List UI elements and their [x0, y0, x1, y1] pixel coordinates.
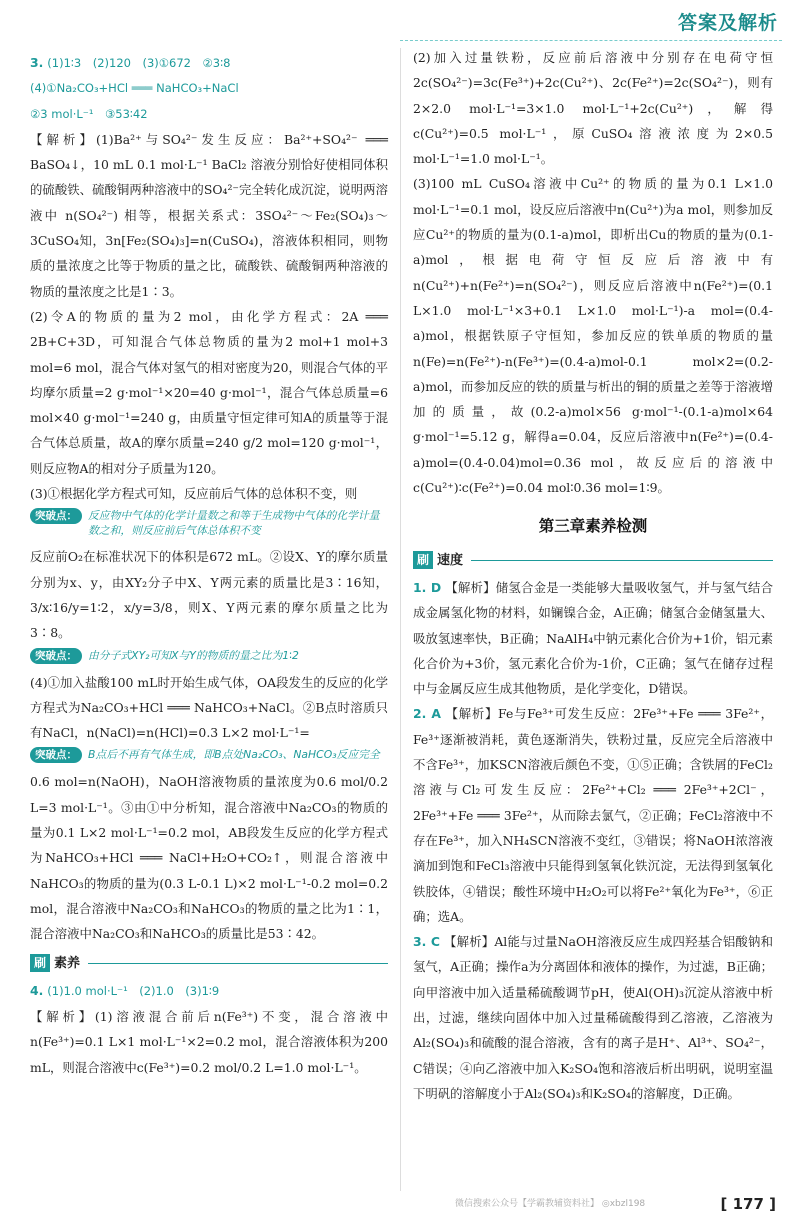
breakthrough-icon: 突破点： [30, 648, 82, 664]
left-column [30, 50, 388, 1080]
section-rule [471, 560, 773, 561]
q3-answer-line-3: ②3 mol·L⁻¹ ③53∶42 [30, 106, 148, 121]
section-title: 素养 [54, 955, 81, 971]
section-badge: 刷 [413, 551, 433, 569]
q2-item: 2. A 【解析】Fe与Fe³⁺可发生反应：2Fe³⁺+Fe ═══ 3Fe²⁺，Fe³⁺逐渐被消耗，黄色逐渐消失，铁粉过量，反应完全后溶液中不含Fe³⁺，加KSCN溶液后颜色不变，①⑤正确；含铁屑的FeCl₂溶液与Cl₂可发生反应：2Fe²⁺+Cl₂ ═══ 2Fe³⁺+2Cl⁻，2Fe³⁺+Fe ═══ 3Fe²⁺，从而除去氯气，②正确；FeCl₂溶液中不存在Fe³⁺，加入NH₄SCN溶液不变红，③错误；将NaOH浓溶液滴加到饱和FeCl₃溶液中只能得到氢氧化铁沉淀，无法得到氢氧化铁胶体，④错误；酸性环境中H₂O₂可以将Fe²⁺氧化为Fe³⁺，⑥正确；选A。 [413, 706, 773, 924]
tip-box-2 [30, 648, 388, 664]
q1-item: 1. D 【解析】储氢合金是一类能够大量吸收氢气，并与氢气结合成金属氢化物的材料，如镧镍合金，A正确；储氢合金储氢量大、吸放氢速率快，B正确；NaAlH₄中钠元素化合价为+1价，铝元素化合价为+3价，氢元素化合价为-1价，C正确；氢气在储存过程中与金属反应生成其他物质，是化学变化，D错误。 [413, 579, 773, 697]
q4-analysis-1: 【解析】(1)溶液混合前后n(Fe³⁺)不变，混合溶液中n(Fe³⁺)=0.1 L×1 mol·L⁻¹×2=0.2 mol，混合溶液体积为200 mL，则混合溶液中c(Fe³⁺)=0.2 mol/0.2 L=1.0 mol·L⁻¹。 [30, 1009, 388, 1075]
column-divider [400, 48, 401, 1191]
section-rule [88, 963, 388, 964]
q3-analysis-6: 0.6 mol=n(NaOH)，NaOH溶液物质的量浓度为0.6 mol/0.2 L=3 mol·L⁻¹。③由①中分析知，混合溶液中Na₂CO₃的物质的量为0.1 L×2 mol·L⁻¹=0.2 mol，AB段发生反应的化学方程式为NaHCO₃+HCl ═══ NaCl+H₂O+CO₂↑，则混合溶液中NaHCO₃的物质的量为(0.3 L-0.1 L)×2 mol·L⁻¹-0.2 mol=0.2 mol，混合溶液中Na₂CO₃和NaHCO₃的物质的量之比为1∶1，混合溶液中Na₂CO₃和NaHCO₃的质量比是53∶42。 [30, 774, 388, 942]
tip-box-1 [30, 508, 388, 538]
q3-item: 3. C 【解析】Al能与过量NaOH溶液反应生成四羟基合铝酸钠和氢气，A正确；操作a为分离固体和液体的操作，为过滤，B正确；向甲溶液中加入适量稀硫酸调节pH，使Al(OH)₃沉淀从溶液中析出，过滤，继续向固体中加入过量稀硫酸得到乙溶液，乙溶液为Al₂(SO₄)₃和硫酸的混合溶液，含有的离子是H⁺、Al³⁺、SO₄²⁻，C错误；④向乙溶液中加入K₂SO₄饱和溶液后析出明矾，说明室温下明矾的溶解度小于Al₂(SO₄)₃和K₂SO₄的溶解度，D正确。 [413, 934, 773, 1101]
q4-analysis-2: (2)加入过量铁粉，反应前后溶液中分别存在电荷守恒2c(SO₄²⁻)=3c(Fe³⁺)+2c(Cu²⁺)、2c(Fe²⁺)=2c(SO₄²⁻)，则有2×2.0 mol·L⁻¹=3×1.0 mol·L⁻¹+2c(Cu²⁺)，解得c(Cu²⁺)=0.5 mol·L⁻¹，原CuSO₄溶液浓度为2×0.5 mol·L⁻¹=1.0 mol·L⁻¹。 [413, 50, 773, 167]
q3-answer-line-2: (4)①Na₂CO₃+HCl ═══ NaHCO₃+NaCl [30, 81, 239, 96]
footer-watermark: 微信搜索公众号【学霸教辅资料社】 ◎xbzl198 [455, 1199, 646, 1209]
q4-analysis-3: (3)100 mL CuSO₄溶液中Cu²⁺的物质的量为0.1 L×1.0 mol·L⁻¹=0.1 mol，设反应后溶液中n(Cu²⁺)为a mol，则参加反应Cu²⁺的物质的量为(0.1-a)mol，即析出Cu的物质的量为(0.1-a)mol，根据电荷守恒反应后溶液中有n(Cu²⁺)+n(Fe²⁺)=n(SO₄²⁻)，则反应后溶液中n(Fe²⁺)=(0.1 L×1.0 mol·L⁻¹×3+0.1 L×1.0 mol·L⁻¹)-a mol=(0.4-a)mol，根据铁原子守恒知，参加反应的铁单质的物质的量n(Fe)=n(Fe²⁺)-n(Fe³⁺)=(0.4-a)mol-0.1 mol×2=(0.2-a)mol，而参加反应的铁的质量与析出的铜的质量之差等于溶液增加的质量，故(0.2-a)mol×56 g·mol⁻¹-(0.1-a)mol×64 g·mol⁻¹=5.12 g，解得a=0.04，反应后溶液中n(Fe²⁺)=(0.4-a)mol=(0.4-0.04)mol=0.36 mol，故反应后的溶液中c(Cu²⁺)∶c(Fe²⁺)=0.04 mol∶0.36 mol=1∶9。 [413, 176, 773, 496]
q3-analysis-2: (2)令A的物质的量为2 mol，由化学方程式：2A ═══ 2B+C+3D，可知混合气体总物质的量为2 mol+1 mol+3 mol=6 mol，混合气体对氢气的相对密度为20，则混合气体的平均摩尔质量=2 g·mol⁻¹×20=40 g·mol⁻¹，混合气体总质量=6 mol×40 g·mol⁻¹=240 g，由质量守恒定律可知A的质量等于混合气体总质量，故A的摩尔质量=240 g/2 mol=120 g·mol⁻¹，则反应物A的相对分子质量为120。 [30, 308, 388, 476]
q3-analysis-1: 【解析】(1)Ba²⁺与SO₄²⁻发生反应：Ba²⁺+SO₄²⁻ ═══ BaSO₄↓，10 mL 0.1 mol·L⁻¹ BaCl₂ 溶液分别恰好使相同体积的硫酸铁、硫酸铜两种溶液中的SO₄²⁻完全转化成沉淀，说明两溶液中 n(SO₄²⁻) 相等，根据关系式：3SO₄²⁻～Fe₂(SO₄)₃～3CuSO₄知，3n[Fe₂(SO₄)₃]=n(CuSO₄)，溶液体积相同，则物质的量浓度之比等于物质的量之比，硫酸铁、硫酸铜两种溶液的物质的量浓度之比是1∶3。 [30, 131, 388, 299]
q3-analysis-3: (3)①根据化学方程式可知，反应前后气体的总体积不变，则 [30, 486, 358, 502]
header-rule [400, 40, 782, 41]
tip-text-1: 反应物中气体的化学计量数之和等于生成物中气体的化学计量数之和，则反应前后气体总体积不变 [88, 509, 380, 538]
breakthrough-icon: 突破点： [30, 508, 82, 524]
tip-text-3: B点后不再有气体生成，即B点处Na₂CO₃、NaHCO₃反应完全 [88, 748, 380, 762]
section-heading-sudu [413, 548, 773, 573]
q3-analysis-4: 反应前O₂在标准状况下的体积是672 mL。②设X、Y的摩尔质量分别为x、y，由XY₂分子中X、Y两元素的质量比是3∶16知，3/x∶16/y=1∶2，x/y=3/8，则X、Y两元素的摩尔质量之比为3∶8。 [30, 549, 388, 641]
tip-box-3 [30, 747, 388, 763]
chapter-title: 第三章素养检测 [538, 517, 648, 536]
tip-text-2: 由分子式XY₂可知X与Y的物质的量之比为1∶2 [88, 648, 299, 662]
q4-answer-line: 4. (1)1.0 mol·L⁻¹ (2)1.0 (3)1∶9 [30, 982, 220, 998]
right-column [413, 45, 773, 1106]
page-number: [ 177 ] [720, 1195, 776, 1213]
section-badge: 刷 [30, 954, 50, 972]
page-header-title: 答案及解析 [677, 12, 778, 34]
q3-answer-line-1: 3. (1)1∶3 (2)120 (3)①672 ②3∶8 [30, 55, 231, 70]
section-title: 速度 [437, 552, 464, 568]
section-heading-suyang [30, 951, 388, 976]
breakthrough-icon: 突破点： [30, 747, 82, 763]
q3-analysis-5: (4)①加入盐酸100 mL时开始生成气体，OA段发生的反应的化学方程式为Na₂CO₃+HCl ═══ NaHCO₃+NaCl。②B点时溶质只有NaCl，n(NaCl)=n(HCl)=0.3 L×2 mol·L⁻¹= [30, 674, 388, 741]
